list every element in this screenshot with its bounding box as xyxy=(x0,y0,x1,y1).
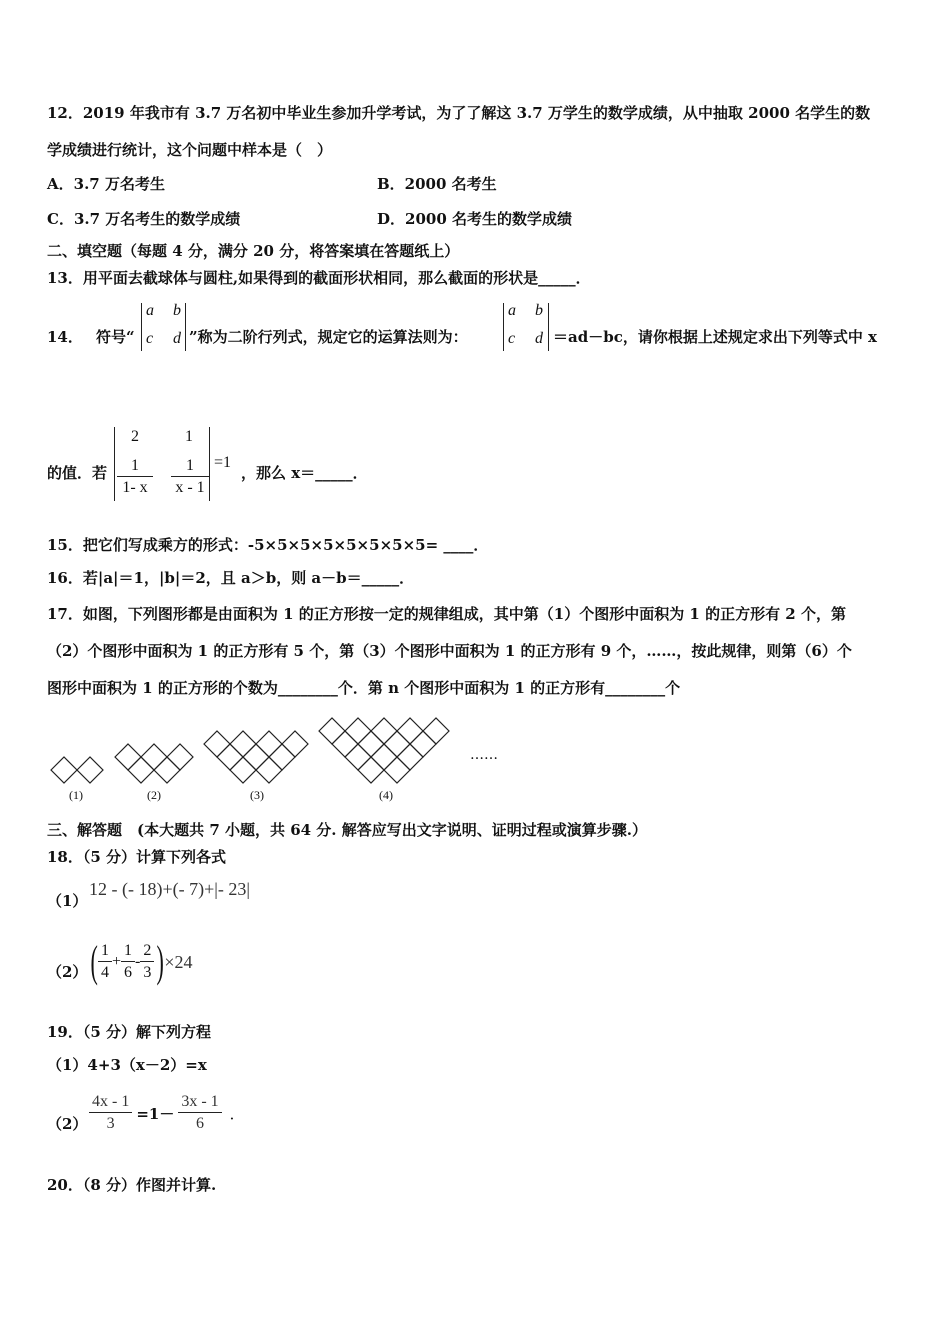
q15-text: 15．把它们写成乘方的形式：-5×5×5×5×5×5×5×5= ____． xyxy=(47,536,489,554)
period: ． xyxy=(229,1104,245,1123)
q14-mid: ”称为二阶行列式，规定它的运算法则为： xyxy=(189,328,468,346)
q12-option-d: D．2000 名考生的数学成绩 xyxy=(377,210,572,228)
det-d: d xyxy=(173,330,181,347)
q18-title: 18．（5 分）计算下列各式 xyxy=(47,848,227,866)
minus-sign: - xyxy=(135,953,141,970)
matrix-m21 xyxy=(117,456,153,499)
m22-denominator: x - 1 xyxy=(175,479,205,496)
pattern-ellipsis: …… xyxy=(470,747,498,763)
q12-option-a: A．3.7 万名考生 xyxy=(47,175,165,193)
q20-text: 20．（8 分）作图并计算. xyxy=(47,1176,217,1194)
q12-option-b: B．2000 名考生 xyxy=(377,175,497,193)
q14-line2-pre: 的值．若 xyxy=(47,464,108,482)
matrix-left-bar xyxy=(114,427,115,501)
section-2-heading: 二、填空题（每题 4 分，满分 20 分，将答案填在答题纸上） xyxy=(47,242,460,260)
figure-2-squares xyxy=(115,744,193,783)
frac-numerator: 4x - 1 xyxy=(89,1092,132,1113)
frac-numerator: 1 xyxy=(121,941,135,962)
q14-line2-post: ，那么 x＝_____． xyxy=(241,464,368,482)
q18-part1-expression: 12 - (- 18)+(- 7)+|- 23| xyxy=(89,879,250,899)
q16-text: 16．若|a|＝1，|b|＝2，且 a＞b，则 a－b＝_____． xyxy=(47,569,415,587)
equals-one-minus: =1－ xyxy=(136,1104,175,1123)
rule-det-b: b xyxy=(535,302,543,319)
fraction-1-4 xyxy=(98,941,112,984)
det-c: c xyxy=(146,330,154,347)
rule-det-left-bar xyxy=(503,303,504,351)
m21-numerator: 1 xyxy=(117,456,153,477)
det-a: a xyxy=(146,302,154,319)
left-paren: ( xyxy=(90,937,98,986)
q12-line1: 12．2019 年我市有 3.7 万名初中毕业生参加升学考试，为了了解这 3.7 万学生的数学成绩，从中抽取 2000 名学生的数 xyxy=(47,104,871,122)
q19-part2-equation xyxy=(89,1088,245,1138)
section-3-heading: 三、解答题 (本大题共 7 小题，共 64 分. 解答应写出文字说明、证明过程或演算步骤.） xyxy=(47,821,647,839)
q14-pre: 符号“ xyxy=(96,328,135,346)
q18-part2-expression xyxy=(88,936,193,988)
square-pattern-figures xyxy=(45,712,515,794)
figure-label-1: (1) xyxy=(69,788,83,802)
matrix-equals: =1 xyxy=(214,454,232,471)
det-b: b xyxy=(173,302,181,319)
frac-denominator: 4 xyxy=(101,963,109,981)
q17-line1: 17．如图，下列图形都是由面积为 1 的正方形按一定的规律组成，其中第（1）个图形中面积为 1 的正方形有 2 个，第 xyxy=(47,605,846,623)
q13-text: 13．用平面去截球体与圆柱,如果得到的截面形状相同，那么截面的形状是_____． xyxy=(47,269,591,287)
figure-3-squares xyxy=(204,731,308,783)
q19-part2-label: （2） xyxy=(47,1115,88,1133)
det-left-bar xyxy=(141,303,142,351)
figure-label-4: (4) xyxy=(379,788,393,802)
q18-part2-label: （2） xyxy=(47,963,88,981)
figure-1-squares xyxy=(51,757,103,783)
q14-number: 14． xyxy=(47,328,83,346)
q19-part1: （1）4+3（x－2）=x xyxy=(47,1056,207,1074)
frac-denominator: 3 xyxy=(106,1114,115,1132)
det-right-bar xyxy=(185,303,186,351)
fraction-3x-1-over-6 xyxy=(178,1092,221,1135)
rule-det-c: c xyxy=(508,330,516,347)
matrix-right-bar xyxy=(209,427,210,501)
q17-line2: （2）个图形中面积为 1 的正方形有 5 个，第（3）个图形中面积为 1 的正方形有 9 个，……，按此规律，则第（6）个 xyxy=(47,642,852,660)
figure-label-2: (2) xyxy=(147,788,161,802)
frac-numerator: 3x - 1 xyxy=(178,1092,221,1113)
matrix-m12: 1 xyxy=(185,428,193,445)
rule-det-a: a xyxy=(508,302,516,319)
rule-det-right-bar xyxy=(548,303,549,351)
figure-4-squares xyxy=(319,718,449,783)
frac-denominator: 6 xyxy=(196,1114,204,1132)
frac-numerator: 1 xyxy=(98,941,112,962)
fraction-1-6 xyxy=(121,941,135,984)
m22-numerator: 1 xyxy=(171,456,209,477)
right-paren: ) xyxy=(156,937,165,986)
q12-option-c: C．3.7 万名考生的数学成绩 xyxy=(47,210,241,228)
times-24: ×24 xyxy=(164,951,193,972)
plus-sign: + xyxy=(112,953,122,970)
rule-det-d: d xyxy=(535,330,543,347)
fraction-2-3 xyxy=(140,941,154,984)
frac-denominator: 6 xyxy=(124,963,133,981)
fraction-4x-1-over-3 xyxy=(89,1092,132,1135)
matrix-m11: 2 xyxy=(131,428,139,445)
q18-part1-label: （1） xyxy=(47,892,88,910)
figure-label-3: (3) xyxy=(250,788,264,802)
frac-numerator: 2 xyxy=(140,941,154,962)
matrix-m22 xyxy=(171,456,209,499)
q12-line2: 学成绩进行统计，这个问题中样本是（ ） xyxy=(47,141,333,159)
q14-rule: ＝ad－bc，请你根据上述规定求出下列等式中 x xyxy=(553,328,877,346)
q19-title: 19．（5 分）解下列方程 xyxy=(47,1023,212,1041)
q17-line3: 图形中面积为 1 的正方形的个数为________个．第 n 个图形中面积为 1 的正方形有________个 xyxy=(47,679,681,697)
m21-denominator: 1- x xyxy=(122,479,148,496)
frac-denominator: 3 xyxy=(143,963,152,981)
